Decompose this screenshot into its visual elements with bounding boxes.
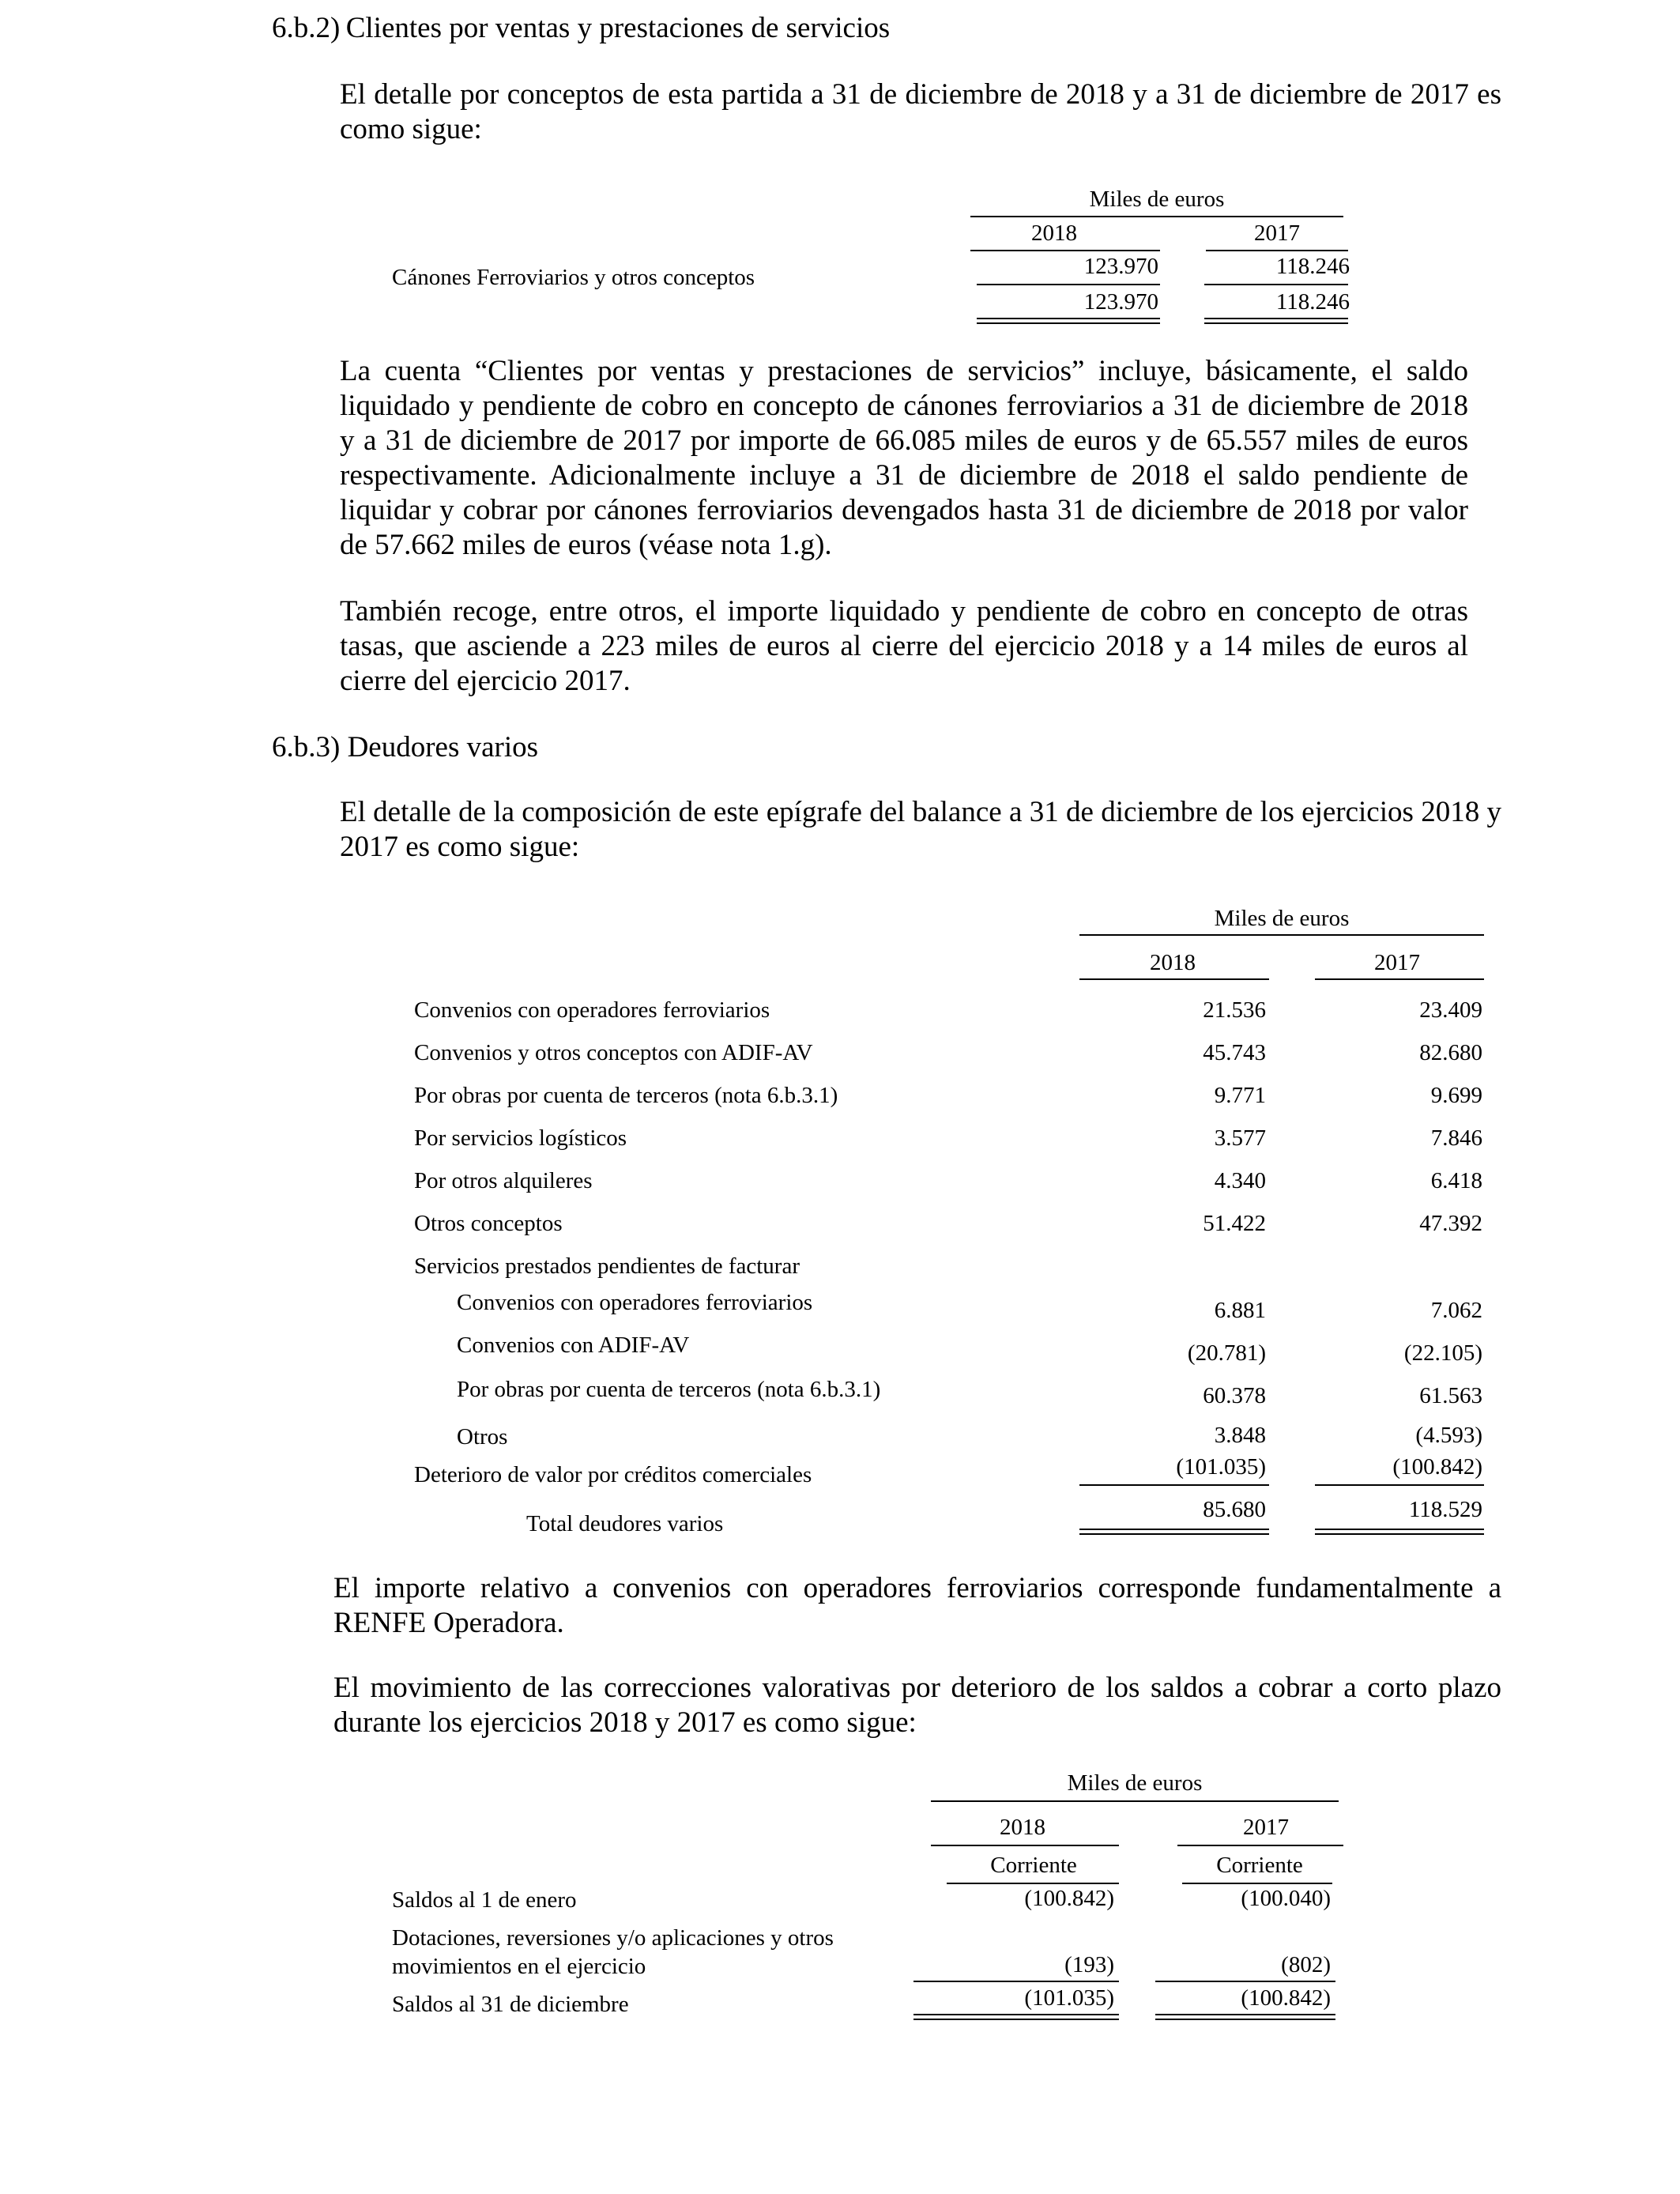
table-sub-row-label: Por obras por cuenta de terceros (nota 6.b.3.1): [457, 1377, 881, 1402]
section-heading-6b3: 6.b.3) Deudores varios: [272, 731, 539, 763]
row-2-label-line-1: Dotaciones, reversiones y/o aplicaciones y otros: [392, 1925, 834, 1951]
table-row-label: Otros conceptos: [414, 1211, 563, 1236]
table-sub-row-value-2017: 7.062: [1430, 1298, 1482, 1323]
table-sub-row-value-2018: 6.881: [1214, 1298, 1266, 1323]
total-value-2017: 118.529: [1408, 1497, 1482, 1522]
row-1-value-2018: (100.842): [1024, 1886, 1114, 1911]
table-row-value-2017: 23.409: [1419, 997, 1482, 1023]
table-unit-header: Miles de euros: [1089, 187, 1225, 212]
table-sub-row-value-2018: 3.848: [1214, 1423, 1266, 1448]
section-6b3-intro: El detalle de la composición de este epígrafe del balance a 31 de diciembre de los ejercicios 2018 y 2017 es como sigue:: [340, 796, 1501, 863]
table-sub-row-label: Convenios con operadores ferroviarios: [457, 1290, 813, 1315]
impairment-value-2017: (100.842): [1392, 1454, 1482, 1480]
total-value-2018: 123.970: [1083, 289, 1158, 315]
section-heading-6b2: 6.b.2) Clientes por ventas y prestaciones de servicios: [272, 12, 891, 44]
section-6b3-paragraph-1: El importe relativo a convenios con operadores ferroviarios corresponde fundamentalmente a RENFE Operadora.: [333, 1572, 1501, 1639]
section-6b2-paragraph-2: También recoge, entre otros, el importe liquidado y pendiente de cobro en concepto de otras tasas, que asciende a 223 miles de euros al cierre del ejercicio 2018 y a 14 miles de euros al cierre del ejercicio 2017.: [340, 595, 1468, 697]
table-row-label: Por otros alquileres: [414, 1168, 593, 1193]
col-header-2017: 2017: [1374, 950, 1420, 975]
col-header-2018: 2018: [1031, 221, 1077, 246]
row-3-value-2018: (101.035): [1024, 1985, 1114, 2011]
sub-header-2017: Corriente: [1216, 1853, 1303, 1878]
row-value-2017: 118.246: [1275, 254, 1350, 279]
row-1-label: Saldos al 1 de enero: [392, 1887, 577, 1913]
table-row-value-2018: 21.536: [1203, 997, 1266, 1023]
total-label: Total deudores varios: [526, 1511, 724, 1536]
table-row-value-2018: 4.340: [1214, 1168, 1266, 1193]
table-row-value-2017: 7.846: [1430, 1125, 1482, 1151]
table-row-value-2017: 9.699: [1430, 1083, 1482, 1108]
row-label: Cánones Ferroviarios y otros conceptos: [392, 265, 755, 290]
table-row-label: Convenios y otros conceptos con ADIF-AV: [414, 1040, 813, 1065]
table-row-value-2017: 82.680: [1419, 1040, 1482, 1065]
row-2-value-2017: (802): [1281, 1952, 1331, 1977]
section-6b3-paragraph-2: El movimiento de las correcciones valorativas por deterioro de los saldos a cobrar a corto plazo durante los ejercicios 2018 y 2017 es como sigue:: [333, 1672, 1501, 1739]
table-row-value-2017: 47.392: [1419, 1211, 1482, 1236]
table-unit-header: Miles de euros: [1067, 1770, 1203, 1796]
table-unit-header: Miles de euros: [1214, 906, 1350, 931]
row-1-value-2017: (100.040): [1241, 1886, 1331, 1911]
table-sub-row-value-2018: (20.781): [1187, 1340, 1266, 1366]
row-2-label-line-2: movimientos en el ejercicio: [392, 1954, 646, 1979]
group-label: Servicios prestados pendientes de facturar: [414, 1253, 800, 1279]
row-2-value-2018: (193): [1064, 1952, 1114, 1977]
table-sub-row-label: Otros: [457, 1424, 508, 1449]
table-row-label: Convenios con operadores ferroviarios: [414, 997, 770, 1023]
section-6b2-intro: El detalle por conceptos de esta partida a 31 de diciembre de 2018 y a 31 de diciembre de 2017 es como sigue:: [340, 78, 1501, 145]
total-value-2017: 118.246: [1275, 289, 1350, 315]
row-value-2018: 123.970: [1083, 254, 1158, 279]
table-row-value-2017: 6.418: [1430, 1168, 1482, 1193]
col-header-2018: 2018: [1150, 950, 1196, 975]
table-sub-row-value-2017: (4.593): [1415, 1423, 1482, 1448]
table-row-label: Por servicios logísticos: [414, 1125, 627, 1151]
table-row-value-2018: 3.577: [1214, 1125, 1266, 1151]
col-header-2017: 2017: [1254, 221, 1300, 246]
table-sub-row-label: Convenios con ADIF-AV: [457, 1333, 690, 1358]
impairment-value-2018: (101.035): [1176, 1454, 1266, 1480]
table-sub-row-value-2017: 61.563: [1419, 1383, 1482, 1408]
col-header-2017: 2017: [1243, 1815, 1289, 1840]
table-sub-row-value-2017: (22.105): [1403, 1340, 1482, 1366]
section-6b2-paragraph-1: La cuenta “Clientes por ventas y prestaciones de servicios” incluye, básicamente, el saldo liquidado y pendiente de cobro en concepto de cánones ferroviarios a 31 de diciembre de 2018 y a 31 de diciembre de 2017 por importe de 66.085 miles de euros y de 65.557 miles de euros respectivamente. Adicionalmente incluye a 31 de diciembre de 2018 el saldo pendiente de liquidar y cobrar por cánones ferroviarios devengados hasta 31 de diciembre de 2018 por valor de 57.662 miles de euros (véase nota 1.g).: [340, 355, 1468, 561]
col-header-2018: 2018: [1000, 1815, 1045, 1840]
row-3-label: Saldos al 31 de diciembre: [392, 1992, 629, 2017]
table-row-value-2018: 45.743: [1203, 1040, 1266, 1065]
table-row-value-2018: 9.771: [1214, 1083, 1266, 1108]
row-3-value-2017: (100.842): [1241, 1985, 1331, 2011]
table-row-value-2018: 51.422: [1203, 1211, 1266, 1236]
table-row-label: Por obras por cuenta de terceros (nota 6.b.3.1): [414, 1083, 838, 1108]
sub-header-2018: Corriente: [990, 1853, 1077, 1878]
total-value-2018: 85.680: [1203, 1497, 1266, 1522]
table-sub-row-value-2018: 60.378: [1203, 1383, 1266, 1408]
impairment-label: Deterioro de valor por créditos comerciales: [414, 1462, 812, 1487]
